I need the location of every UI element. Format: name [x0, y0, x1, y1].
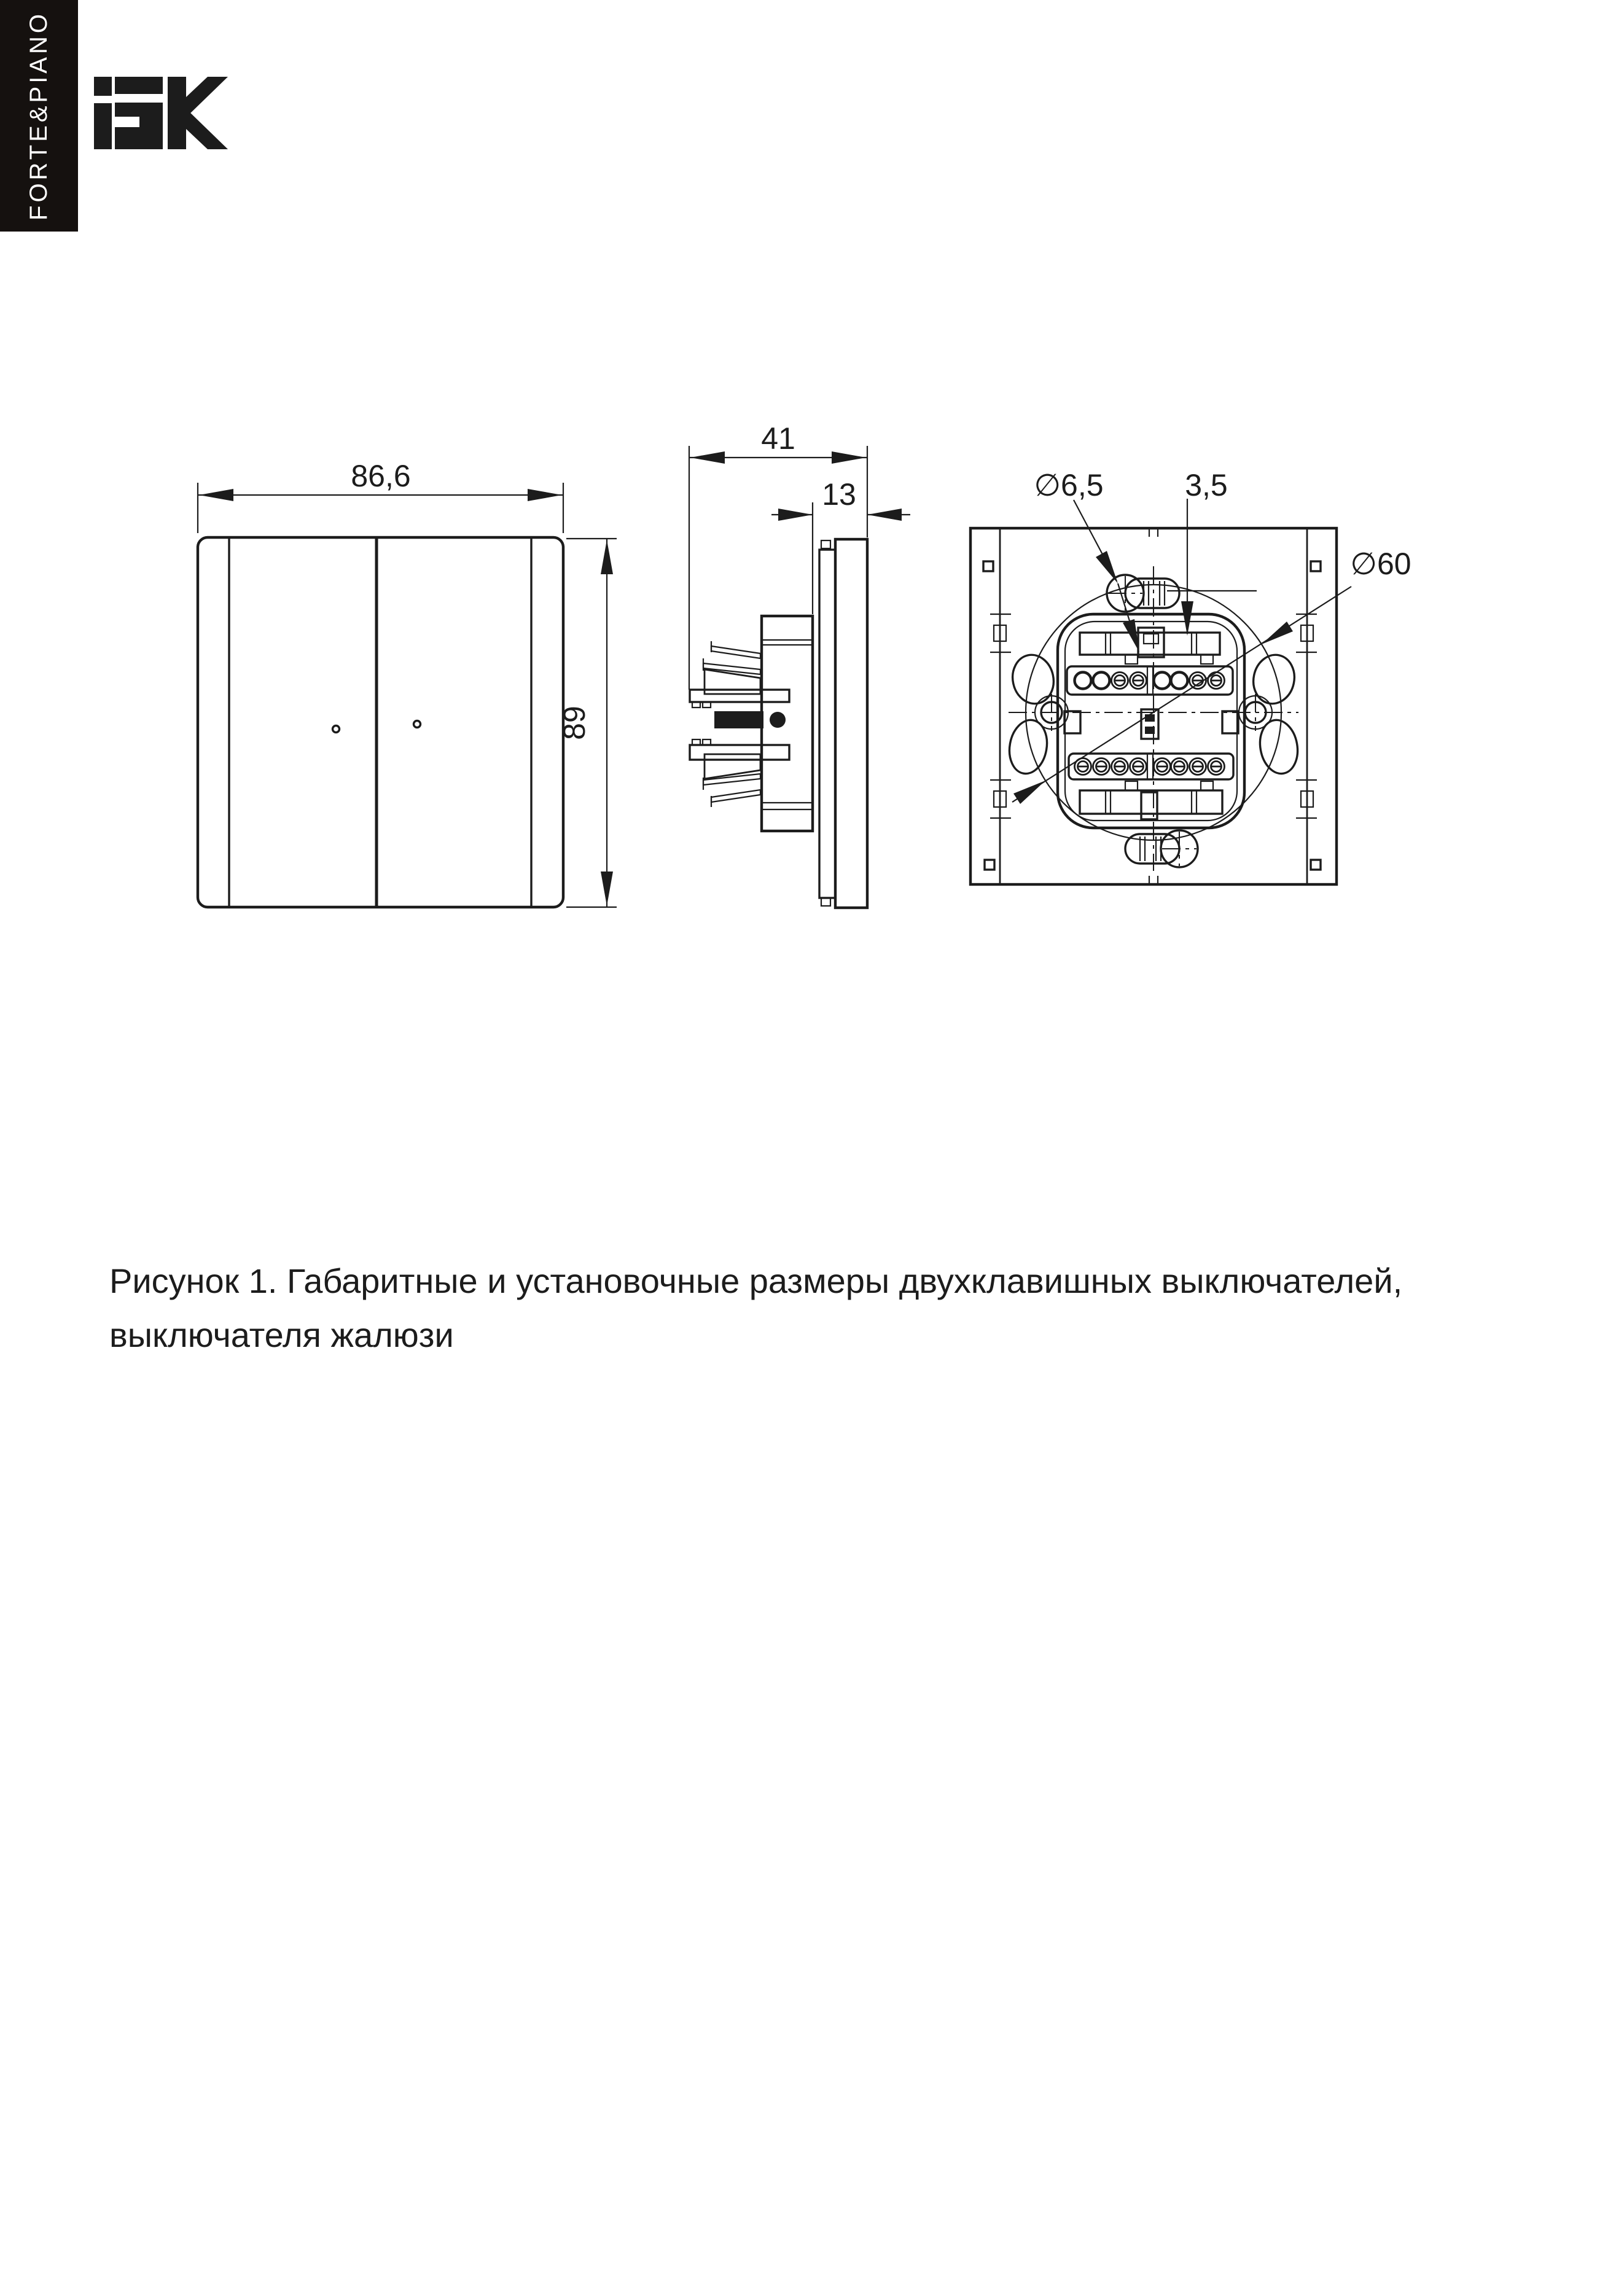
front-height-dim: 89: [557, 706, 591, 740]
back-view: [970, 468, 1411, 884]
series-label: FORTE&PIANO: [25, 11, 52, 220]
side-plate-dim: 13: [822, 477, 856, 512]
front-view: [198, 459, 617, 907]
back-screw-hole-dim: ∅6,5: [1034, 468, 1104, 502]
figure-caption: [109, 1254, 1559, 1362]
side-view: [689, 421, 910, 908]
front-width-dim: 86,6: [351, 459, 411, 493]
back-circle-dim: ∅60: [1350, 547, 1411, 581]
side-depth-dim: 41: [761, 421, 795, 456]
series-sidebar: [0, 0, 78, 232]
iek-logo-icon: [94, 77, 229, 149]
figure-caption-line1: Рисунок 1. Габаритные и установочные размеры двухклавишных выключателей,: [109, 1261, 1403, 1300]
back-slot-dim: 3,5: [1185, 468, 1228, 502]
figure-caption-line2: выключателя жалюзи: [109, 1316, 454, 1354]
figure-drawing: [0, 399, 1624, 952]
